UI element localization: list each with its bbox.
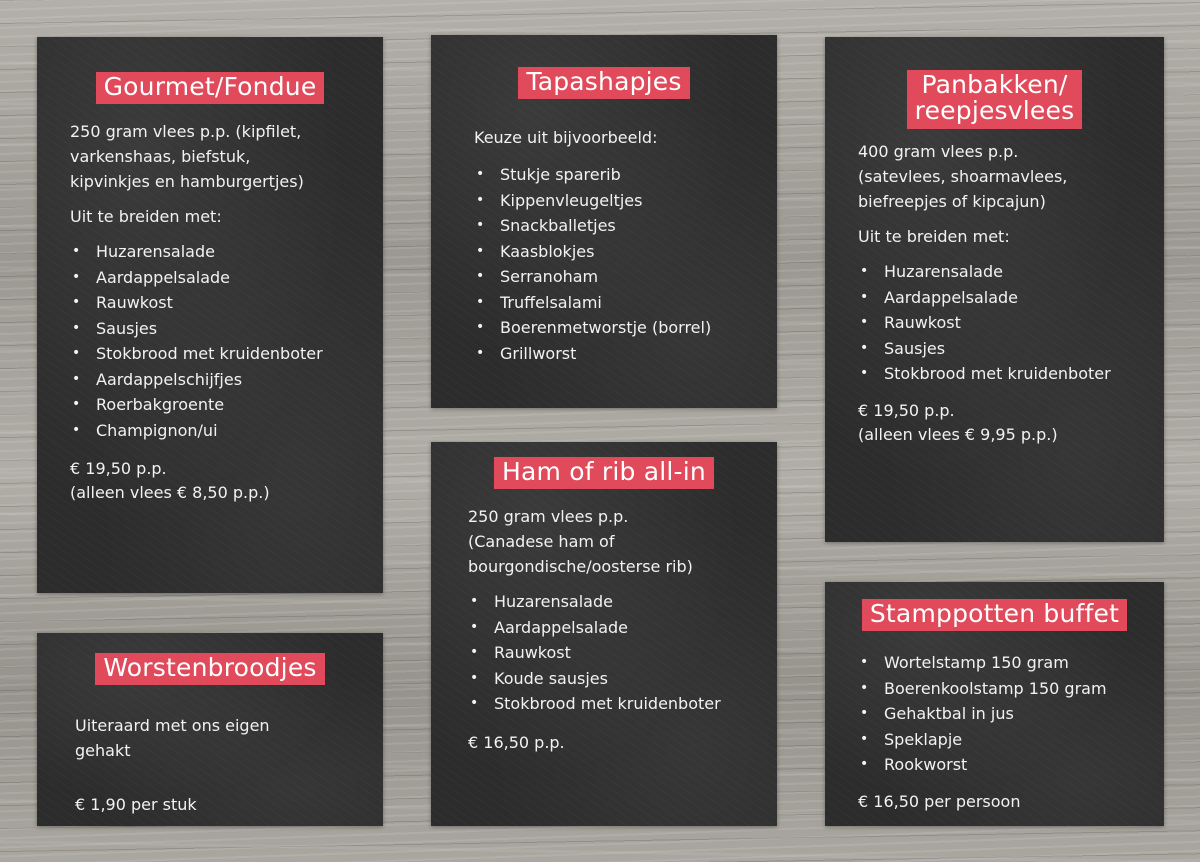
panbakken-title [907,70,1083,129]
worsten-intro-1: Uiteraard met ons eigen [75,716,270,735]
list-item: • Rauwkost [70,290,373,316]
ham-intro-3: bourgondische/oosterse rib) [468,557,693,576]
panbakken-intro-1: 400 gram vlees p.p. [858,142,1019,161]
list-item: • Stokbrood met kruidenboter [70,341,373,367]
list-item: • Stokbrood met kruidenboter [468,691,769,717]
panbakken-title-line-2: reepjesvlees [914,96,1075,126]
gourmet-price: € 19,50 p.p. [70,459,167,478]
list-item: • Kippenvleugeltjes [474,188,767,214]
list-item: • Aardappelsalade [468,615,769,641]
list-item: • Speklapje [858,727,1156,753]
list-item: • Aardappelschijfjes [70,367,373,393]
ham-intro-2: (Canadese ham of [468,532,615,551]
worsten-board [37,633,383,826]
list-item: • Wortelstamp 150 gram [858,650,1156,676]
list-item: • Huzarensalade [70,239,373,265]
gourmet-sub: Uit te breiden met: [70,207,222,226]
list-item: • Sausjes [70,316,373,342]
stamppot-title: Stamppotten buffet [862,599,1127,631]
stamppot-board [825,582,1164,826]
list-item: • Sausjes [858,336,1156,362]
panbakken-board [825,37,1164,542]
list-item: • Huzarensalade [468,589,769,615]
list-item: • Huzarensalade [858,259,1156,285]
worsten-intro-2: gehakt [75,741,131,760]
stamppot-price: € 16,50 per persoon [858,791,1021,811]
list-item: • Kaasblokjes [474,239,767,265]
list-item: • Boerenmetworstje (borrel) [474,315,767,341]
list-item: • Serranoham [474,264,767,290]
list-item: • Truffelsalami [474,290,767,316]
tapas-board [431,35,777,408]
list-item: • Stokbrood met kruidenboter [858,361,1156,387]
list-item: • Aardappelsalade [70,265,373,291]
list-item: • Champignon/ui [70,418,373,444]
ham-list [468,589,769,717]
list-item: • Rookworst [858,752,1156,778]
gourmet-intro-1: 250 gram vlees p.p. (kipfilet, [70,122,302,141]
ham-price: € 16,50 p.p. [468,732,565,752]
panbakken-price: € 19,50 p.p. [858,400,955,420]
ham-title: Ham of rib all-in [494,457,714,489]
gourmet-intro-2: varkenshaas, biefstuk, [70,147,251,166]
list-item: • Grillworst [474,341,767,367]
gourmet-board [37,37,383,593]
list-item: • Rauwkost [468,640,769,666]
gourmet-title: Gourmet/Fondue [96,72,325,104]
panbakken-title-line-1: Panbakken/ [921,70,1068,99]
panbakken-list [858,259,1156,387]
stamppot-list [858,650,1156,778]
list-item: • Snackballetjes [474,213,767,239]
worsten-title: Worstenbroodjes [95,653,324,685]
list-item: • Stukje sparerib [474,162,767,188]
list-item: • Roerbakgroente [70,392,373,418]
tapas-list [474,162,767,366]
list-item: • Gehaktbal in jus [858,701,1156,727]
worsten-price: € 1,90 per stuk [75,795,197,814]
gourmet-price-note: (alleen vlees € 8,50 p.p.) [70,483,270,502]
panbakken-intro-3: biefreepjes of kipcajun) [858,192,1046,211]
panbakken-intro-2: (satevlees, shoarmavlees, [858,167,1068,186]
list-item: • Rauwkost [858,310,1156,336]
list-item: • Boerenkoolstamp 150 gram [858,676,1156,702]
panbakken-price-note: (alleen vlees € 9,95 p.p.) [858,424,1058,444]
panbakken-sub: Uit te breiden met: [858,227,1010,246]
tapas-title: Tapashapjes [518,67,689,99]
list-item: • Aardappelsalade [858,285,1156,311]
gourmet-list [70,239,373,443]
gourmet-intro-3: kipvinkjes en hamburgertjes) [70,172,304,191]
tapas-intro: Keuze uit bijvoorbeeld: [474,128,658,147]
list-item: • Koude sausjes [468,666,769,692]
ham-intro-1: 250 gram vlees p.p. [468,507,629,526]
ham-board [431,442,777,826]
